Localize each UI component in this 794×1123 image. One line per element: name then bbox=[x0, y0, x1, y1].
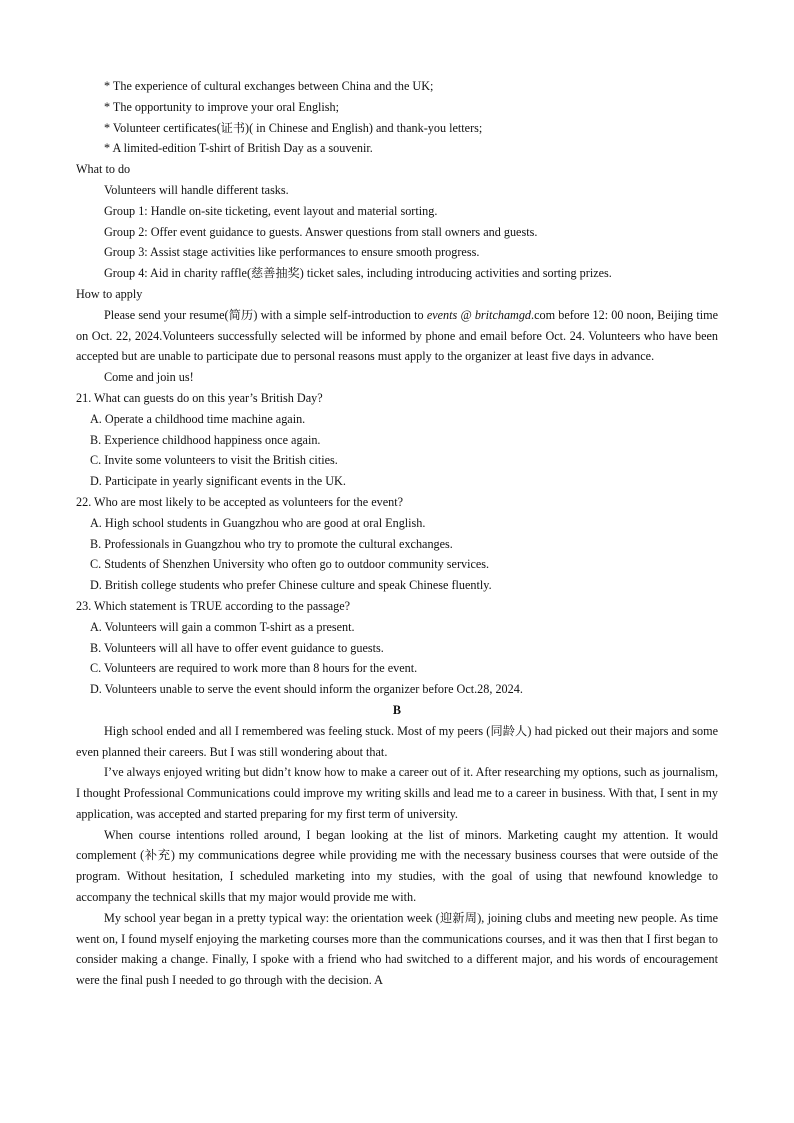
question-stem: 21. What can guests do on this year’s British Day? bbox=[76, 390, 323, 405]
passage-b bbox=[76, 721, 718, 991]
option-a: A. High school students in Guangzhou who are good at oral English. bbox=[90, 515, 426, 530]
apply-paragraph bbox=[76, 305, 718, 367]
question-stem: 22. Who are most likely to be accepted as volunteers for the event? bbox=[76, 494, 404, 509]
option-b: B. Professionals in Guangzhou who try to promote the cultural exchanges. bbox=[90, 536, 453, 551]
passage-paragraph: High school ended and all I remembered was feeling stuck. Most of my peers (同龄人) had picked out their majors and some even planned their careers. But I was still wondering about that. bbox=[76, 723, 718, 759]
option-c: C. Volunteers are required to work more than 8 hours for the event. bbox=[90, 661, 418, 676]
how-to-apply-heading: How to apply bbox=[76, 286, 143, 301]
task-line: Volunteers will handle different tasks. bbox=[104, 182, 289, 197]
question-21 bbox=[76, 388, 718, 492]
section-b-label: B bbox=[392, 702, 402, 717]
benefit-item: * The experience of cultural exchanges between China and the UK; bbox=[104, 79, 434, 93]
option-d: D. Participate in yearly significant events in the UK. bbox=[90, 474, 346, 489]
option-c: C. Students of Shenzhen University who often go to outdoor community services. bbox=[90, 557, 490, 572]
option-d: D. British college students who prefer Chinese culture and speak Chinese fluently. bbox=[90, 578, 492, 593]
benefit-item: * The opportunity to improve your oral English; bbox=[104, 99, 340, 114]
option-b: B. Volunteers will all have to offer event guidance to guests. bbox=[90, 640, 384, 655]
task-line: Group 3: Assist stage activities like performances to ensure smooth progress. bbox=[104, 245, 480, 260]
question-23 bbox=[76, 596, 718, 700]
benefit-item: * Volunteer certificates(证书)( in Chinese and English) and thank-you letters; bbox=[104, 120, 483, 135]
option-b: B. Experience childhood happiness once again. bbox=[90, 432, 321, 447]
closing-line: Come and join us! bbox=[104, 370, 194, 385]
benefit-item: * A limited-edition T-shirt of British Day as a souvenir. bbox=[104, 141, 373, 156]
question-22 bbox=[76, 492, 718, 596]
apply-email: events @ britchamgd bbox=[426, 307, 532, 322]
task-line: Group 4: Aid in charity raffle(慈善抽奖) ticket sales, including introducing activities and sorting prizes. bbox=[104, 266, 612, 281]
task-line: Group 1: Handle on-site ticketing, event layout and material sorting. bbox=[104, 203, 438, 218]
passage-paragraph: When course intentions rolled around, I began looking at the list of minors. Marketing caught my attention. It would complement (补充) my communications degree while providing me with the necessary business courses that were outside of the program. Without hesitation, I scheduled marketing into my studies, with the goal of using that newfound knowledge to accompany the technical skills that my major would provide me with. bbox=[76, 827, 718, 905]
question-stem: 23. Which statement is TRUE according to the passage? bbox=[76, 598, 351, 613]
apply-text-start: Please send your resume(简历) with a simple self-introduction to bbox=[104, 307, 427, 322]
option-a: A. Volunteers will gain a common T-shirt as a present. bbox=[90, 619, 355, 634]
option-c: C. Invite some volunteers to visit the British cities. bbox=[90, 453, 338, 468]
passage-paragraph: My school year began in a pretty typical way: the orientation week (迎新周), joining clubs and meeting new people. As time went on, I found myself enjoying the marketing courses more than the communications courses, and it was then that I first began to consider making a change. Finally, I spoke with a friend who had switched to a different major, and his words of encouragement were the final push I needed to go through with the decision. A bbox=[76, 910, 718, 988]
apply-text-end: .com before 12: 00 noon, Beijing time on Oct. 22, 2024.Volunteers successfully selected will be informed by phone and email before Oct. 24. Volunteers who have been accepted but are unable to participate due to personal reasons must apply to the organizer at least five days in advance. bbox=[76, 307, 718, 364]
task-line: Group 2: Offer event guidance to guests. Answer questions from stall owners and guests. bbox=[104, 224, 538, 239]
benefits-list bbox=[76, 76, 718, 159]
what-to-do-list bbox=[76, 180, 718, 284]
what-to-do-heading: What to do bbox=[76, 162, 131, 177]
document-body bbox=[76, 76, 718, 991]
option-a: A. Operate a childhood time machine again. bbox=[90, 411, 306, 426]
option-d: D. Volunteers unable to serve the event should inform the organizer before Oct.28, 2024. bbox=[90, 682, 523, 697]
passage-paragraph: I’ve always enjoyed writing but didn’t know how to make a career out of it. After researching my options, such as journalism, I thought Professional Communications could improve my writing skills and lead me to a career in business. With that, I sent in my application, was accepted and started preparing for my first term of university. bbox=[76, 765, 718, 821]
